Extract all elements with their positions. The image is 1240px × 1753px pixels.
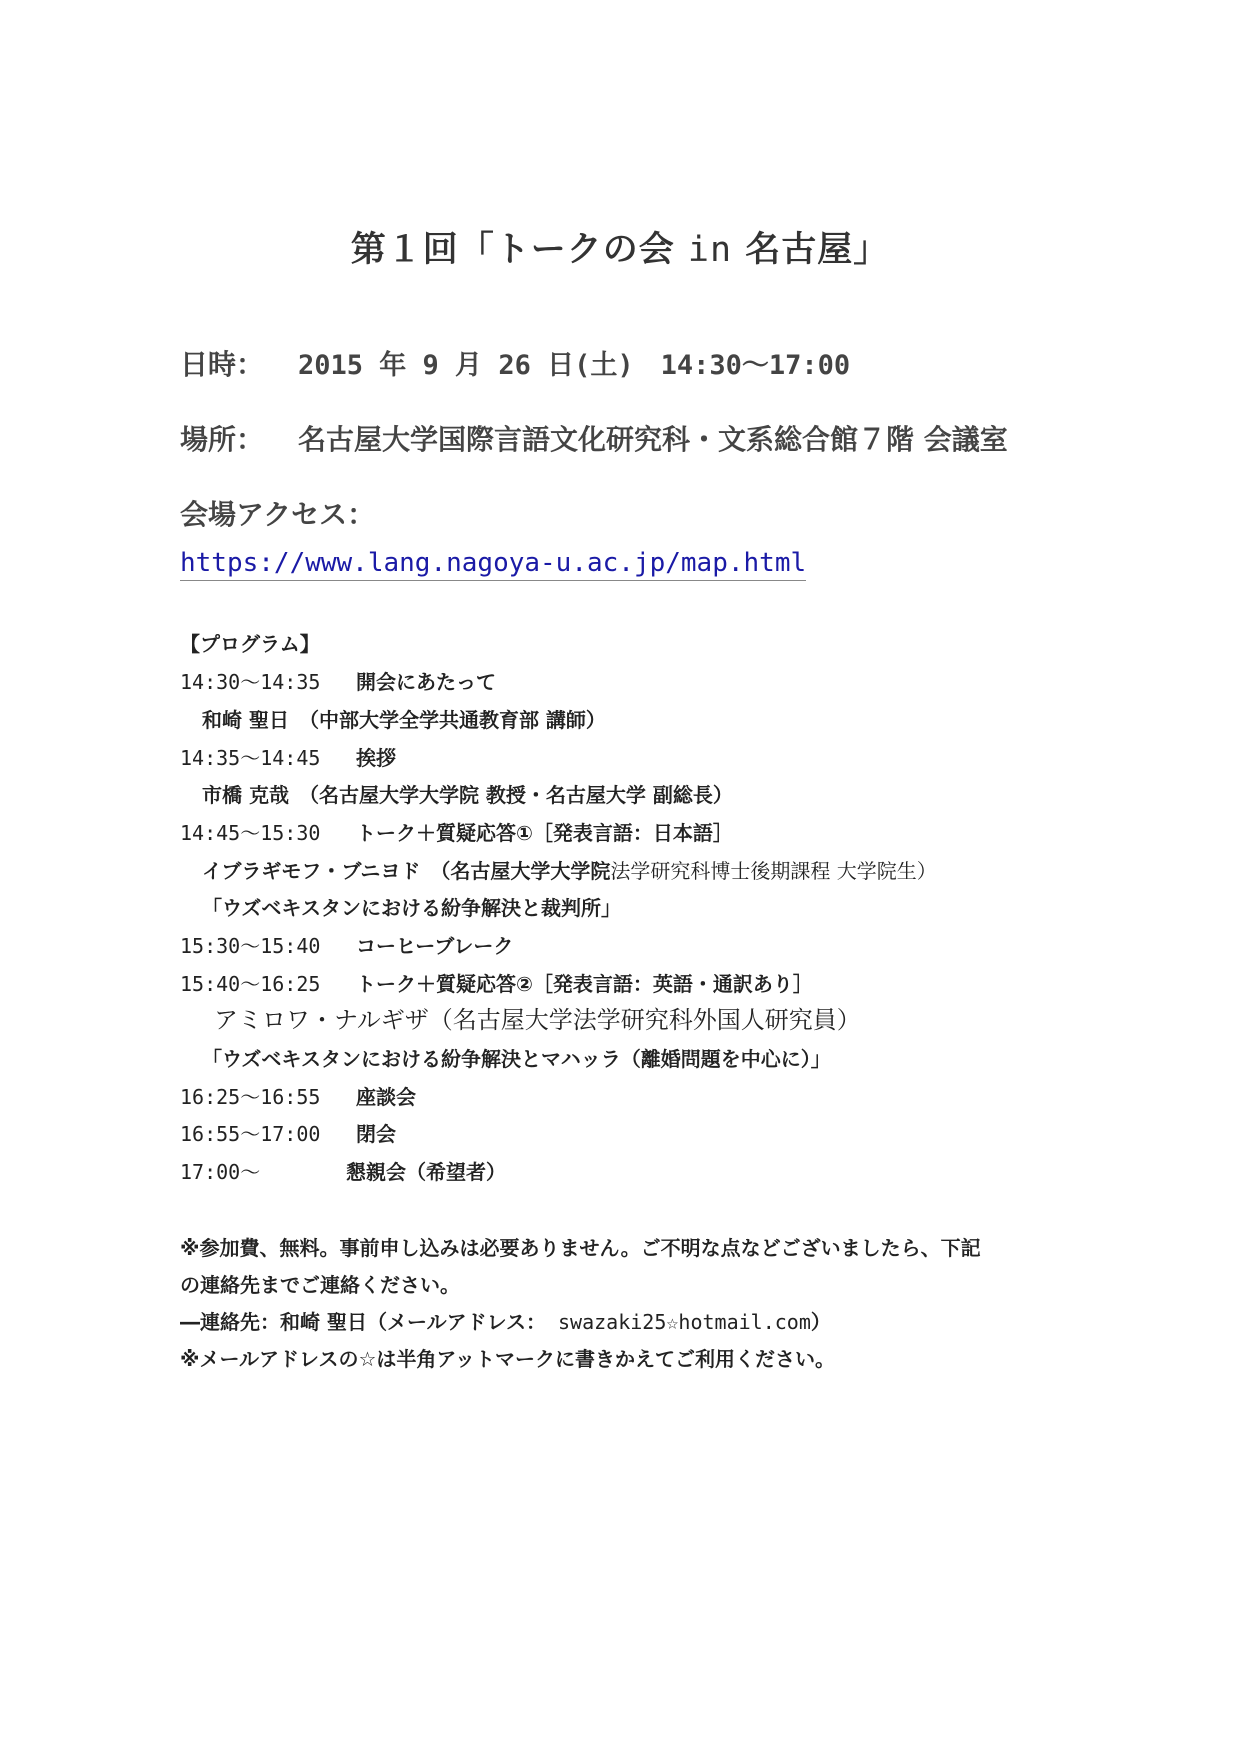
- program-event: 開会にあたって: [356, 670, 496, 694]
- note-line: の連絡先までご連絡ください。: [180, 1273, 460, 1297]
- speaker-name: イブラギモフ・ブニヨド （名古屋大学大学院: [202, 859, 611, 883]
- program-time: 16:55〜17:00: [180, 1122, 321, 1146]
- title-latin: in: [687, 230, 733, 270]
- program-row: [180, 817, 733, 846]
- date-row: [180, 343, 850, 383]
- program-time: 14:35〜14:45: [180, 746, 321, 770]
- program-event: コーヒーブレーク: [356, 934, 514, 958]
- talk-title: 「ウズベキスタンにおける紛争解決とマハッラ（離婚問題を中心に）」: [202, 1047, 831, 1071]
- program-time: 15:30〜15:40: [180, 934, 321, 958]
- access-url-link[interactable]: https://www.lang.nagoya-u.ac.jp/map.html: [180, 548, 806, 581]
- contact-line: [180, 1306, 831, 1335]
- program-row: [180, 968, 813, 997]
- contact-email: swazaki25☆hotmail.com: [545, 1310, 811, 1334]
- talk-title: 「ウズベキスタンにおける紛争解決と裁判所」: [202, 896, 621, 920]
- program-time: 15:40〜16:25: [180, 972, 321, 996]
- place-row: [180, 418, 1008, 458]
- place-value: 名古屋大学国際言語文化研究科・文系総合館７階 会議室: [298, 423, 1008, 456]
- title-suffix: 名古屋」: [732, 230, 890, 270]
- program-time: 16:25〜16:55: [180, 1085, 321, 1109]
- program-row: [180, 1118, 396, 1147]
- program-event: トーク＋質疑応答①［発表言語：日本語］: [356, 821, 733, 845]
- note-line: ※メールアドレスの☆は半角アットマークに書きかえてご利用ください。: [180, 1347, 835, 1371]
- program-event: 閉会: [356, 1122, 396, 1146]
- date-label: 日時：: [180, 348, 265, 381]
- program-time: 17:00〜: [180, 1160, 261, 1184]
- program-time: 14:30〜14:35: [180, 670, 321, 694]
- program-event: 懇親会（希望者）: [346, 1160, 506, 1184]
- program-row: [180, 1081, 416, 1110]
- speaker-affiliation: 法学研究科博士後期課程 大学院生）: [610, 859, 937, 883]
- page-title: [0, 222, 1240, 272]
- program-speaker: 和崎 聖日 （中部大学全学共通教育部 講師）: [202, 708, 606, 732]
- program-row: [180, 666, 496, 695]
- program-event: 挨拶: [356, 746, 396, 770]
- program-time: 14:45〜15:30: [180, 821, 321, 845]
- program-speaker: [202, 855, 937, 884]
- date-value: 2015 年 9 月 26 日(土) 14:30〜17:00: [298, 350, 851, 381]
- program-speaker: アミロワ・ナルギザ（名古屋大学法学研究科外国人研究員）: [214, 1006, 861, 1034]
- program-event: 座談会: [356, 1085, 416, 1109]
- program-speaker: 市橋 克哉 （名古屋大学大学院 教授・名古屋大学 副総長）: [202, 783, 733, 807]
- program-heading: 【プログラム】: [180, 632, 320, 656]
- program-row: [180, 930, 513, 959]
- program-row: [180, 1156, 506, 1185]
- access-row: [180, 493, 375, 533]
- note-line: ※参加費、無料。事前申し込みは必要ありません。ご不明な点などございましたら、下記: [180, 1236, 981, 1260]
- program-event: トーク＋質疑応答②［発表言語：英語・通訳あり］: [356, 972, 813, 996]
- place-label: 場所：: [180, 423, 265, 456]
- program-row: [180, 742, 396, 771]
- contact-prefix: ―連絡先：和崎 聖日（メールアドレス：: [180, 1310, 546, 1334]
- title-prefix: 第１回「トークの会: [350, 230, 688, 270]
- access-label: 会場アクセス：: [180, 498, 376, 531]
- contact-suffix: ）: [810, 1310, 831, 1334]
